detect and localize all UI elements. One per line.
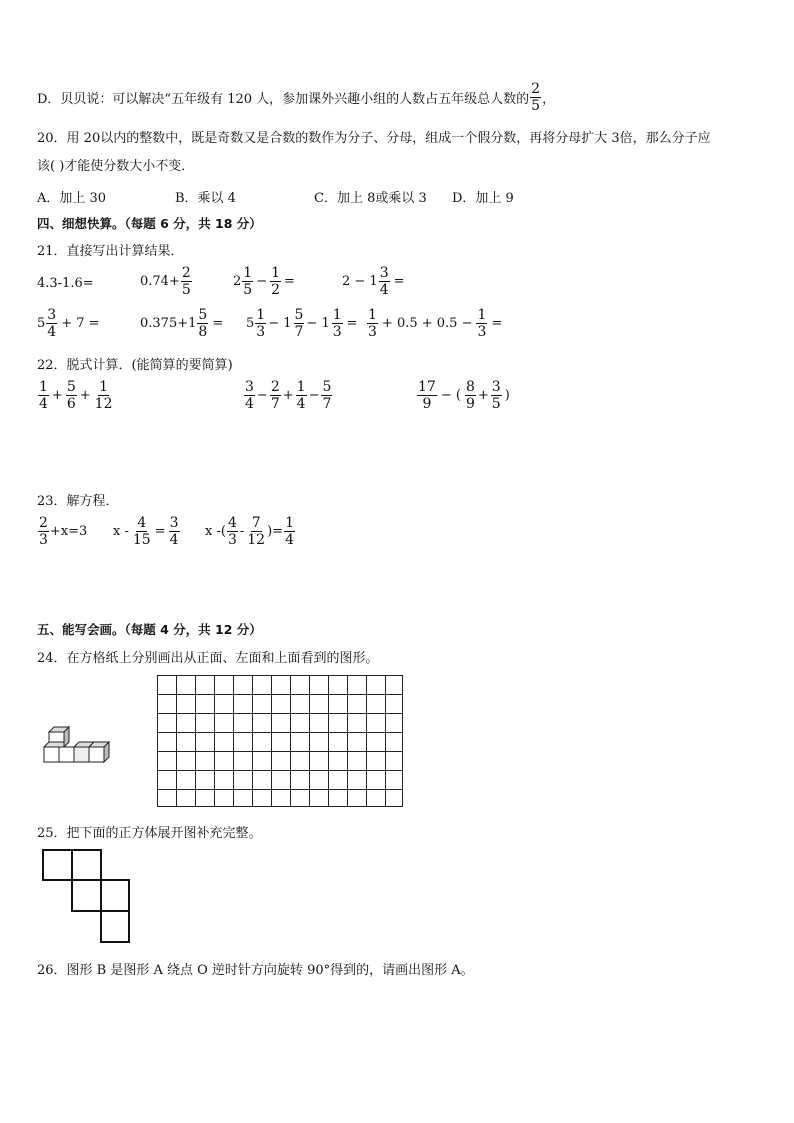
section-5-title: 五、能写会画。（每题 4 分，共 12 分） bbox=[37, 622, 262, 637]
q23-title: 23．解方程． bbox=[37, 494, 119, 509]
fraction: $\frac{3}{4}$ bbox=[169, 515, 179, 548]
section-4-title: 四、细想快算。（每题 6 分，共 18 分） bbox=[37, 216, 262, 231]
q19-option-d-tail: ， bbox=[542, 92, 556, 107]
fraction: $\frac{8}{9}$ bbox=[465, 379, 475, 412]
fraction: $\frac{1}{5}$ bbox=[243, 265, 253, 298]
fraction: $\frac{5}{6}$ bbox=[66, 379, 76, 412]
fraction: $\frac{3}{4}$ bbox=[245, 379, 254, 412]
q20-option-a: A．加上 30 bbox=[37, 191, 107, 206]
q20-option-b: B．乘以 4 bbox=[175, 191, 236, 206]
q22-expr-a: $\frac{1}{4}$ + $\frac{5}{6}$ + $\frac{1}{12}$ bbox=[39, 379, 113, 412]
q20-line2: 该( )才能使分数大小不变． bbox=[37, 159, 195, 174]
q22-title: 22．脱式计算．(能简算的要简算) bbox=[37, 358, 233, 373]
cube-stack-figure bbox=[40, 725, 120, 767]
fraction: $\frac{1}{12}$ bbox=[94, 379, 113, 412]
q20-option-c: C．加上 8或乘以 3 bbox=[314, 191, 427, 206]
fraction: $\frac{1}{3}$ bbox=[332, 307, 342, 340]
q26-title: 26．图形 B 是图形 A 绕点 O 逆时针方向旋转 90°得到的，请画出图形 A。 bbox=[37, 963, 474, 978]
fraction: $\frac{3}{5}$ bbox=[491, 379, 501, 412]
fraction: $\frac{1}{4}$ bbox=[39, 379, 48, 412]
q23-eq-b: x - $\frac{4}{15}$ = $\frac{3}{4}$ bbox=[113, 515, 179, 548]
fraction: $\frac{7}{12}$ bbox=[247, 515, 266, 548]
q21-expr-3: 2 $\frac{1}{5}$ − $\frac{1}{2}$ = bbox=[233, 265, 295, 298]
fraction: $\frac{3}{4}$ bbox=[47, 307, 57, 340]
q21-expr-6: 0.375+1 $\frac{5}{8}$ = bbox=[140, 307, 224, 340]
fraction: $\frac{5}{8}$ bbox=[198, 307, 208, 340]
q21-expr-2: 0.74+ $\frac{2}{5}$ bbox=[140, 265, 191, 298]
q19-option-d bbox=[37, 82, 555, 113]
q23-eq-a: $\frac{2}{3}$ +x=3 bbox=[39, 515, 88, 548]
q21-expr-8: $\frac{1}{3}$ + 0.5 + 0.5 − $\frac{1}{3}$ = bbox=[368, 307, 503, 340]
fraction: $\frac{1}{2}$ bbox=[271, 265, 281, 298]
q24-title: 24．在方格纸上分别画出从正面、左面和上面看到的图形。 bbox=[37, 651, 379, 666]
q21-title: 21．直接写出计算结果． bbox=[37, 244, 184, 259]
fraction: $\frac{17}{9}$ bbox=[418, 379, 436, 412]
q21-expr-7: 5 $\frac{1}{3}$ − 1 $\frac{5}{7}$ − 1 $\frac{1}{3}$ = bbox=[246, 307, 358, 340]
q20-option-d: D．加上 9 bbox=[452, 191, 514, 206]
fraction: $\frac{1}{3}$ bbox=[477, 307, 487, 340]
fraction: $\frac{5}{7}$ bbox=[294, 307, 304, 340]
q19-option-d-text: D．贝贝说：可以解决“五年级有 120 人，参加课外兴趣小组的人数占五年级总人数的 bbox=[37, 92, 530, 107]
fraction: $\frac{1}{4}$ bbox=[285, 515, 294, 548]
fraction: $\frac{2}{3}$ bbox=[39, 515, 48, 548]
fraction: $\frac{1}{3}$ bbox=[256, 307, 266, 340]
q22-expr-b: $\frac{3}{4}$ − $\frac{2}{7}$ + $\frac{1}{4}$ − $\frac{5}{7}$ bbox=[245, 379, 332, 412]
fraction: $\frac{2}{5}$ bbox=[531, 81, 541, 114]
q23-eq-c: x -( $\frac{4}{3}$ - $\frac{7}{12}$ )= $\frac{1}{4}$ bbox=[205, 515, 294, 548]
cube-net-figure bbox=[42, 849, 132, 945]
q21-expr-1: 4.3-1.6= bbox=[37, 276, 94, 291]
fraction: $\frac{1}{3}$ bbox=[368, 307, 377, 340]
q25-title: 25．把下面的正方体展开图补充完整。 bbox=[37, 826, 262, 841]
fraction: $\frac{3}{4}$ bbox=[379, 265, 389, 298]
fraction: $\frac{4}{15}$ bbox=[132, 515, 151, 548]
q22-expr-c: $\frac{17}{9}$ − ( $\frac{8}{9}$ + $\frac{3}{5}$ ) bbox=[418, 379, 510, 412]
fraction: $\frac{4}{3}$ bbox=[227, 515, 237, 548]
q21-expr-5: 5 $\frac{3}{4}$ + 7 = bbox=[37, 307, 100, 340]
fraction: $\frac{5}{7}$ bbox=[322, 379, 332, 412]
q20-line1: 20．用 20以内的整数中，既是奇数又是合数的数作为分子、分母，组成一个假分数，再将分母扩大 3倍，那么分子应 bbox=[37, 131, 711, 146]
grid-paper[interactable] bbox=[157, 675, 403, 807]
fraction: $\frac{2}{7}$ bbox=[270, 379, 280, 412]
fraction: $\frac{2}{5}$ bbox=[181, 265, 191, 298]
q21-expr-4: 2 − 1 $\frac{3}{4}$ = bbox=[342, 265, 405, 298]
fraction: $\frac{1}{4}$ bbox=[296, 379, 306, 412]
